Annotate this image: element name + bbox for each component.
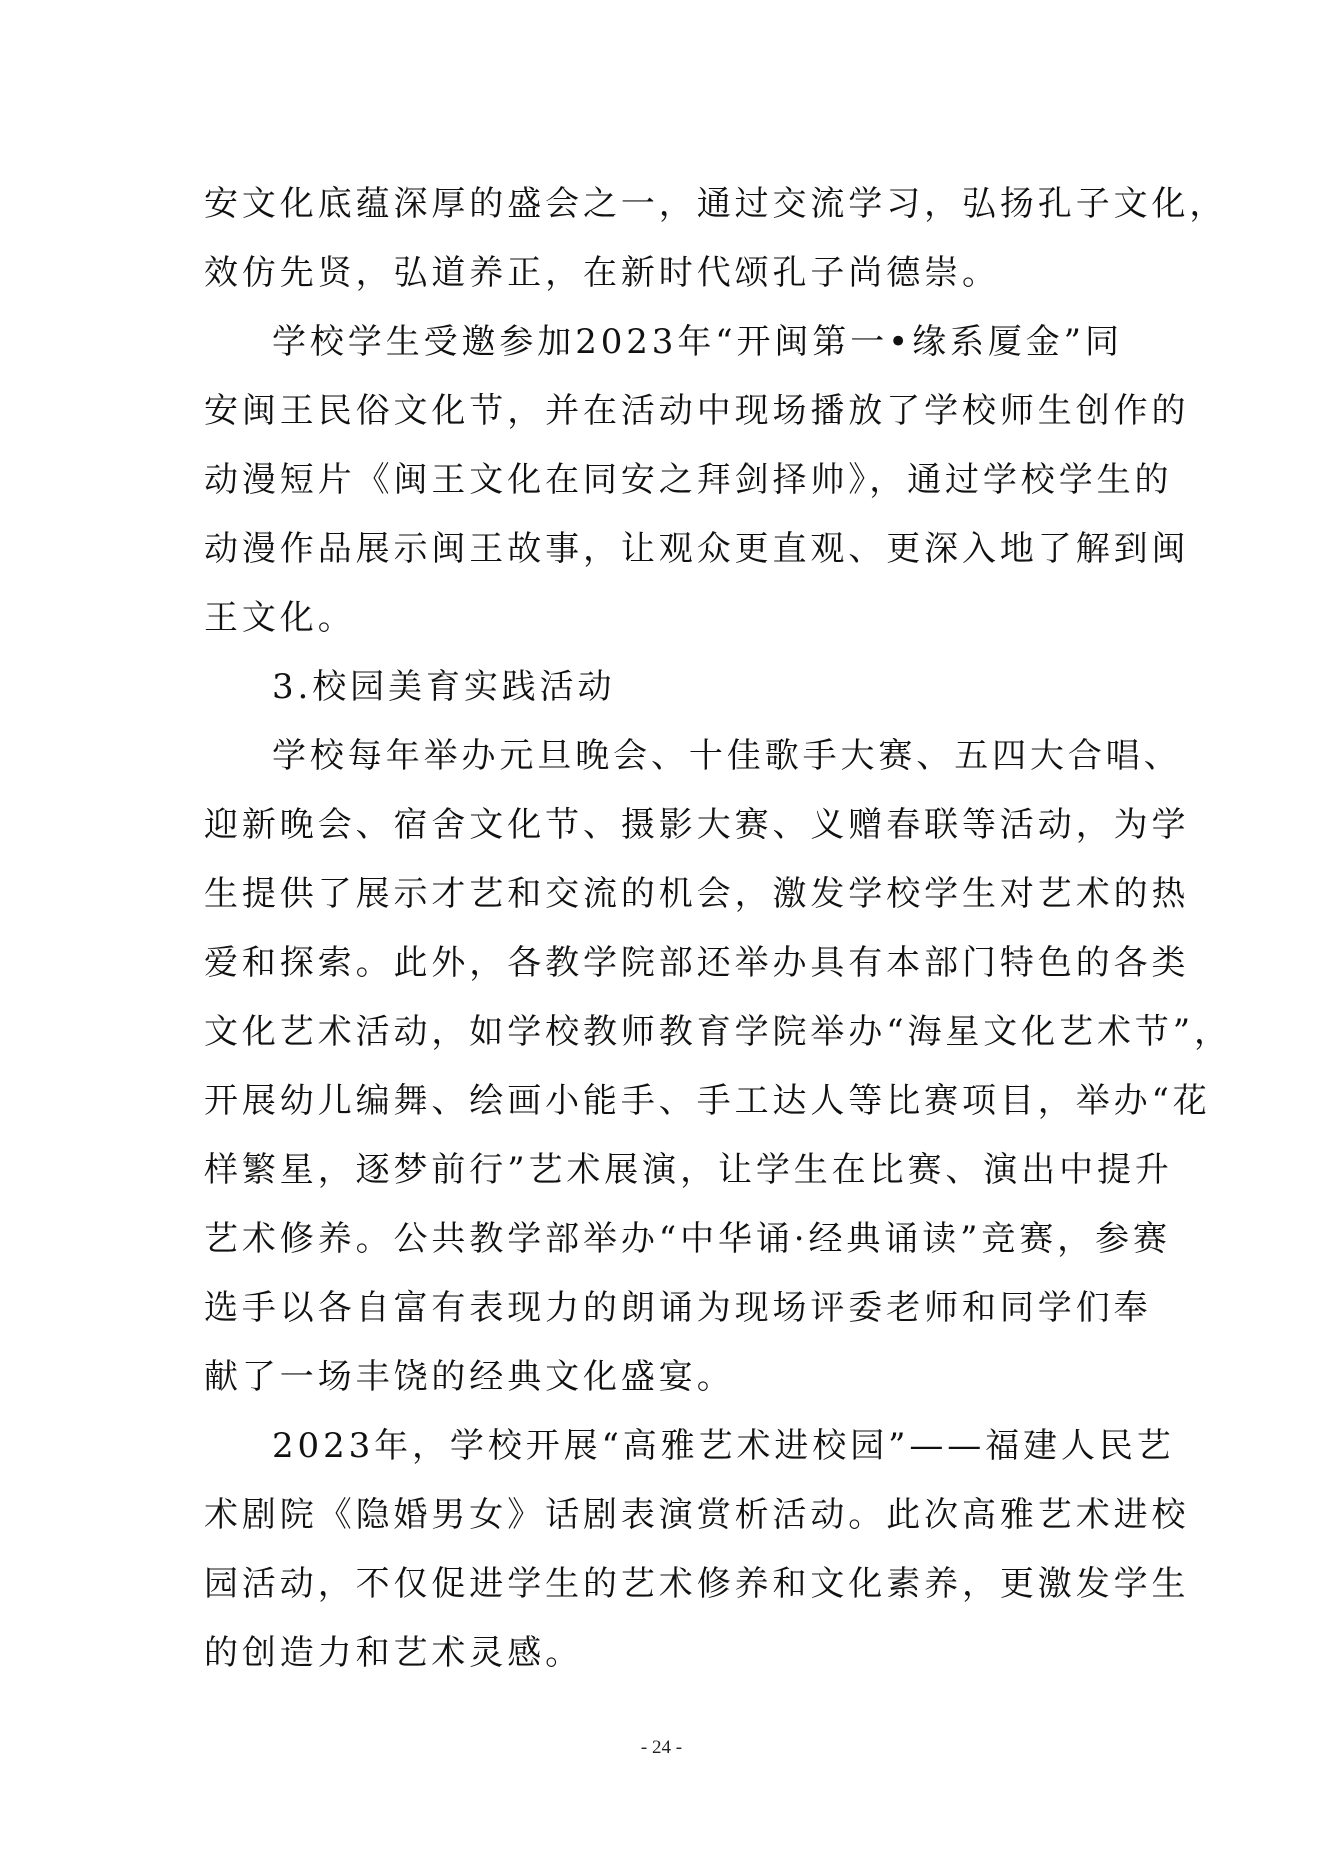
text-line: 文化艺术活动，如学校教师教育学院举办“海星文化艺术节”， — [204, 1012, 1232, 1052]
text-line: 迎新晚会、宿舍文化节、摄影大赛、义赠春联等活动，为学 — [204, 805, 1190, 845]
paragraph-start: 学校学生受邀参加2023年“开闽第一•缘系厦金”同 — [272, 322, 1123, 362]
text-line: 安闽王民俗文化节，并在活动中现场播放了学校师生创作的 — [204, 391, 1190, 431]
text-line: 开展幼儿编舞、绘画小能手、手工达人等比赛项目，举办“花 — [204, 1081, 1211, 1121]
text-line: 献了一场丰饶的经典文化盛宴。 — [204, 1357, 735, 1397]
text-line: 艺术修养。公共教学部举办“中华诵·经典诵读”竞赛，参赛 — [204, 1219, 1171, 1259]
text-line: 的创造力和艺术灵感。 — [204, 1633, 583, 1673]
text-line: 术剧院《隐婚男女》话剧表演赏析活动。此次高雅艺术进校 — [204, 1495, 1190, 1535]
body-text — [204, 170, 1232, 1688]
text-line: 爱和探索。此外，各教学院部还举办具有本部门特色的各类 — [204, 943, 1190, 983]
text-line: 动漫短片《闽王文化在同安之拜剑择帅》，通过学校学生的 — [204, 460, 1173, 500]
text-line: 生提供了展示才艺和交流的机会，激发学校学生对艺术的热 — [204, 874, 1190, 914]
text-line: 动漫作品展示闽王故事，让观众更直观、更深入地了解到闽 — [204, 529, 1190, 569]
text-line: 选手以各自富有表现力的朗诵为现场评委老师和同学们奉 — [204, 1288, 1152, 1328]
paragraph-start: 2023年，学校开展“高雅艺术进校园”——福建人民艺 — [272, 1426, 1175, 1466]
page-number: - 24 - — [640, 1737, 683, 1758]
text-line: 安文化底蕴深厚的盛会之一，通过交流学习，弘扬孔子文化， — [204, 184, 1228, 224]
text-line: 效仿先贤，弘道养正，在新时代颂孔子尚德崇。 — [204, 253, 1000, 293]
text-line: 王文化。 — [204, 598, 356, 638]
paragraph-start: 学校每年举办元旦晚会、十佳歌手大赛、五四大合唱、 — [272, 736, 1182, 776]
text-line: 样繁星，逐梦前行”艺术展演，让学生在比赛、演出中提升 — [204, 1150, 1173, 1190]
text-line: 园活动，不仅促进学生的艺术修养和文化素养，更激发学生 — [204, 1564, 1190, 1604]
section-heading: 3.校园美育实践活动 — [272, 667, 616, 707]
